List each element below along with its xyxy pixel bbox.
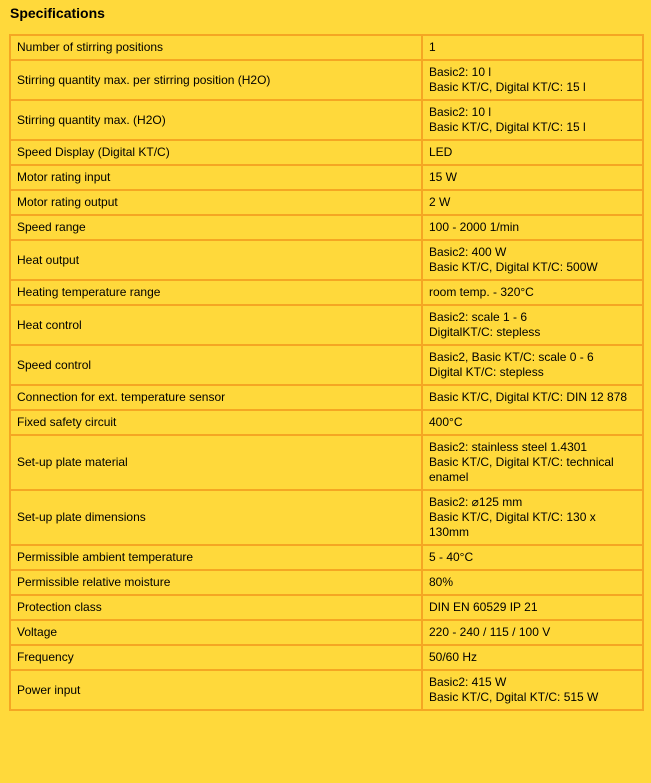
spec-value <box>422 490 643 545</box>
table-row <box>10 345 643 385</box>
spec-value-line: Basic2: scale 1 - 6 <box>429 310 528 324</box>
table-row <box>10 215 643 240</box>
spec-label: Speed Display (Digital KT/C) <box>10 140 422 165</box>
spec-label: Stirring quantity max. per stirring position (H2O) <box>10 60 422 100</box>
spec-value-line: Basic2: ⌀125 mm <box>429 495 523 509</box>
spec-value-line: LED <box>429 145 453 159</box>
spec-value <box>422 345 643 385</box>
spec-value <box>422 410 643 435</box>
spec-value-line: Basic KT/C, Digital KT/C: 130 x 130mm <box>429 510 596 539</box>
table-row <box>10 410 643 435</box>
spec-value-line: Basic2: 10 l <box>429 65 492 79</box>
spec-value <box>422 165 643 190</box>
spec-value <box>422 385 643 410</box>
spec-value-line: Basic2: stainless steel 1.4301 <box>429 440 588 454</box>
spec-label: Voltage <box>10 620 422 645</box>
table-row <box>10 280 643 305</box>
spec-value <box>422 35 643 60</box>
spec-value-line: 80% <box>429 575 454 589</box>
spec-label: Connection for ext. temperature sensor <box>10 385 422 410</box>
table-row <box>10 190 643 215</box>
spec-value-line: 1 <box>429 40 436 54</box>
table-row <box>10 140 643 165</box>
table-row <box>10 60 643 100</box>
spec-value-line: Basic2, Basic KT/C: scale 0 - 6 <box>429 350 594 364</box>
table-row <box>10 570 643 595</box>
spec-label: Fixed safety circuit <box>10 410 422 435</box>
spec-value <box>422 570 643 595</box>
spec-label: Set-up plate dimensions <box>10 490 422 545</box>
table-row <box>10 240 643 280</box>
spec-value-line: Digital KT/C: stepless <box>429 365 544 379</box>
specifications-table-body <box>10 35 643 710</box>
spec-label: Set-up plate material <box>10 435 422 490</box>
table-row <box>10 435 643 490</box>
spec-value <box>422 140 643 165</box>
spec-label: Speed range <box>10 215 422 240</box>
spec-label: Permissible relative moisture <box>10 570 422 595</box>
table-row <box>10 305 643 345</box>
table-row <box>10 385 643 410</box>
spec-value-line: Basic KT/C, Digital KT/C: 15 l <box>429 120 586 134</box>
spec-label: Motor rating output <box>10 190 422 215</box>
spec-label: Protection class <box>10 595 422 620</box>
spec-value-line: Basic2: 400 W <box>429 245 507 259</box>
spec-label: Speed control <box>10 345 422 385</box>
spec-value <box>422 545 643 570</box>
spec-value-line: 5 - 40°C <box>429 550 474 564</box>
table-row <box>10 490 643 545</box>
spec-value <box>422 645 643 670</box>
table-row <box>10 595 643 620</box>
spec-value <box>422 190 643 215</box>
spec-value-line: 100 - 2000 1/min <box>429 220 520 234</box>
spec-value <box>422 100 643 140</box>
spec-value <box>422 670 643 710</box>
spec-value <box>422 240 643 280</box>
table-row <box>10 645 643 670</box>
spec-label: Heat control <box>10 305 422 345</box>
table-row <box>10 670 643 710</box>
spec-label: Stirring quantity max. (H2O) <box>10 100 422 140</box>
spec-value-line: Basic KT/C, Digital KT/C: technical enamel <box>429 455 614 484</box>
spec-value <box>422 215 643 240</box>
spec-value-line: 15 W <box>429 170 458 184</box>
spec-label: Number of stirring positions <box>10 35 422 60</box>
page-title: Specifications <box>10 5 105 21</box>
spec-value <box>422 435 643 490</box>
spec-value-line: DigitalKT/C: stepless <box>429 325 541 339</box>
spec-value-line: Basic KT/C, Digital KT/C: DIN 12 878 <box>429 390 628 404</box>
spec-value-line: DIN EN 60529 IP 21 <box>429 600 538 614</box>
spec-value-line: room temp. - 320°C <box>429 285 534 299</box>
spec-value-line: 2 W <box>429 195 451 209</box>
spec-value-line: 220 - 240 / 115 / 100 V <box>429 625 551 639</box>
spec-value <box>422 280 643 305</box>
spec-value <box>422 595 643 620</box>
table-row <box>10 100 643 140</box>
table-row <box>10 165 643 190</box>
table-row <box>10 620 643 645</box>
spec-label: Frequency <box>10 645 422 670</box>
spec-value <box>422 305 643 345</box>
spec-value-line: 50/60 Hz <box>429 650 478 664</box>
spec-value-line: Basic2: 415 W <box>429 675 507 689</box>
specifications-table <box>9 34 644 711</box>
spec-value-line: Basic KT/C, Digital KT/C: 500W <box>429 260 598 274</box>
spec-label: Heating temperature range <box>10 280 422 305</box>
spec-label: Power input <box>10 670 422 710</box>
spec-label: Heat output <box>10 240 422 280</box>
spec-value-line: Basic2: 10 l <box>429 105 492 119</box>
table-row <box>10 35 643 60</box>
spec-value <box>422 60 643 100</box>
spec-label: Permissible ambient temperature <box>10 545 422 570</box>
spec-label: Motor rating input <box>10 165 422 190</box>
spec-value <box>422 620 643 645</box>
spec-value-line: 400°C <box>429 415 463 429</box>
spec-value-line: Basic KT/C, Digital KT/C: 15 l <box>429 80 586 94</box>
spec-value-line: Basic KT/C, Dgital KT/C: 515 W <box>429 690 599 704</box>
table-row <box>10 545 643 570</box>
